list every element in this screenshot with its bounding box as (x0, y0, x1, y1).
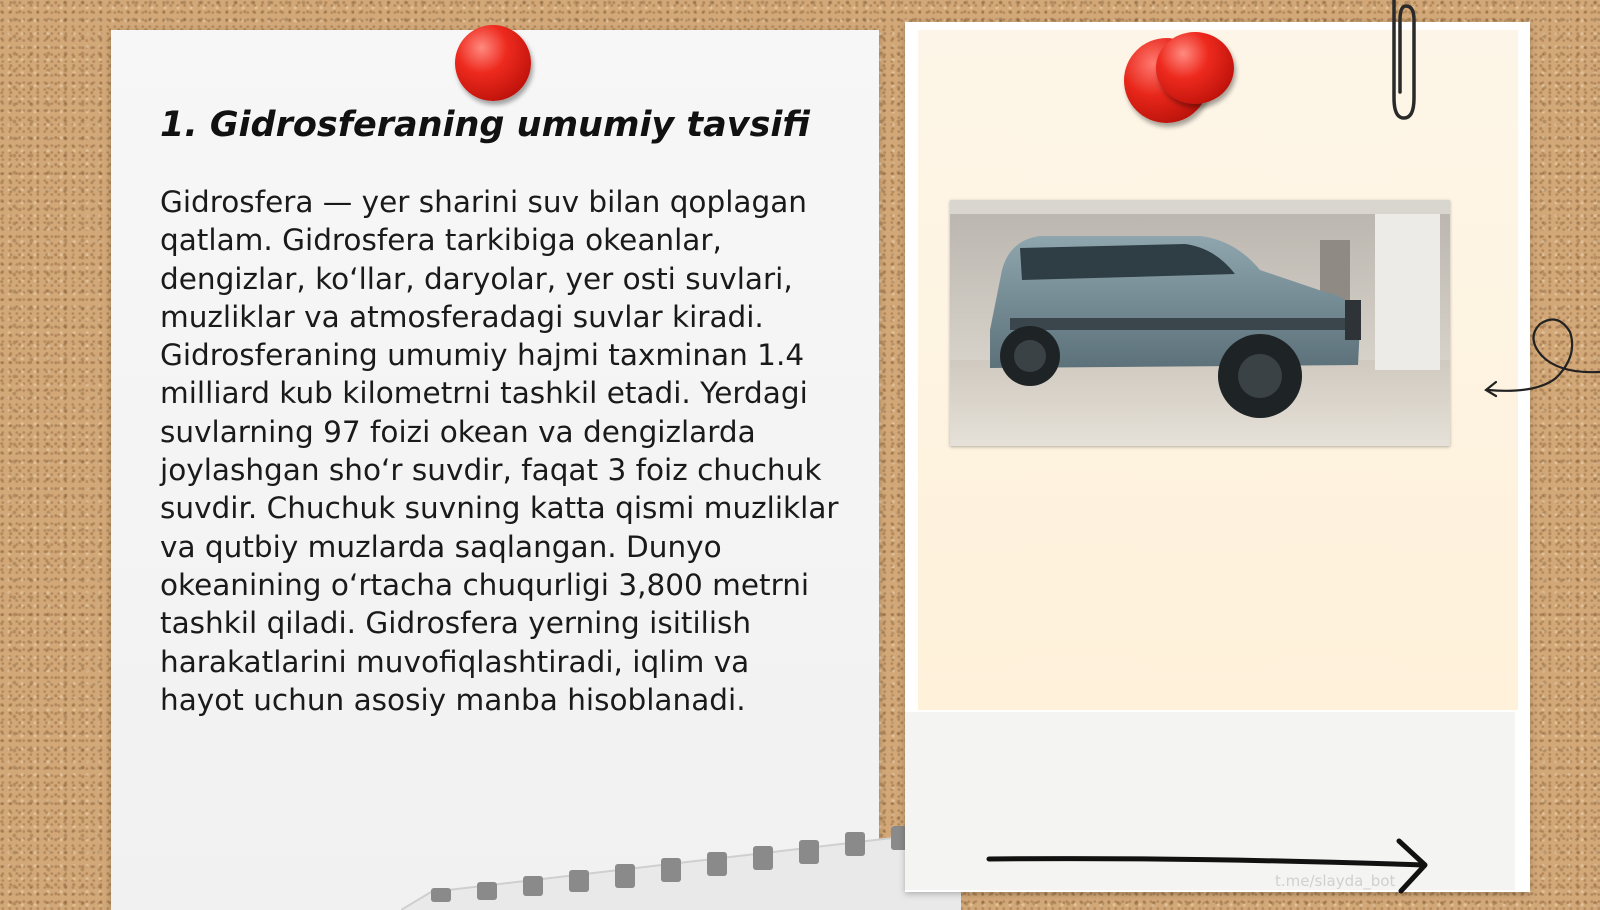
slide-body-text: Gidrosfera — yer sharini suv bilan qoplagan qatlam. Gidrosfera tarkibiga okeanlar, dengizlar, ko‘llar, daryolar, yer osti suvlari, muzliklar va atmosferadagi suvlar kiradi. Gidrosferaning umumiy hajmi taxminan 1.4 milliard kub kilometrni tashkil etadi. Yerdagi suvlarning 97 foizi okean va dengizlarda joylashgan sho‘r suvdir, faqat 3 foiz chuchuk suvdir. Chuchuk suvning katta qismi muzliklar va qutbiy muzlarda saqlangan. Dunyo okeanining o‘rtacha chuqurligi 3,800 metrni tashkil qiladi. Gidrosfera yerning isitilish harakatlarini muvofiqlashtiradi, iqlim va hayot uchun asosiy manba hisoblanadi. (160, 185, 839, 717)
watermark: t.me/slayda_bot (1275, 872, 1396, 890)
torn-notebook-edge (401, 800, 961, 910)
car-photo (950, 200, 1450, 446)
slide-title: 1. Gidrosferaning umumiy tavsifi (160, 105, 810, 145)
push-pin-icon (455, 25, 531, 101)
push-pin-icon (1156, 32, 1234, 104)
paperclip-icon (1378, 0, 1422, 124)
curly-arrow-icon (1480, 310, 1600, 410)
